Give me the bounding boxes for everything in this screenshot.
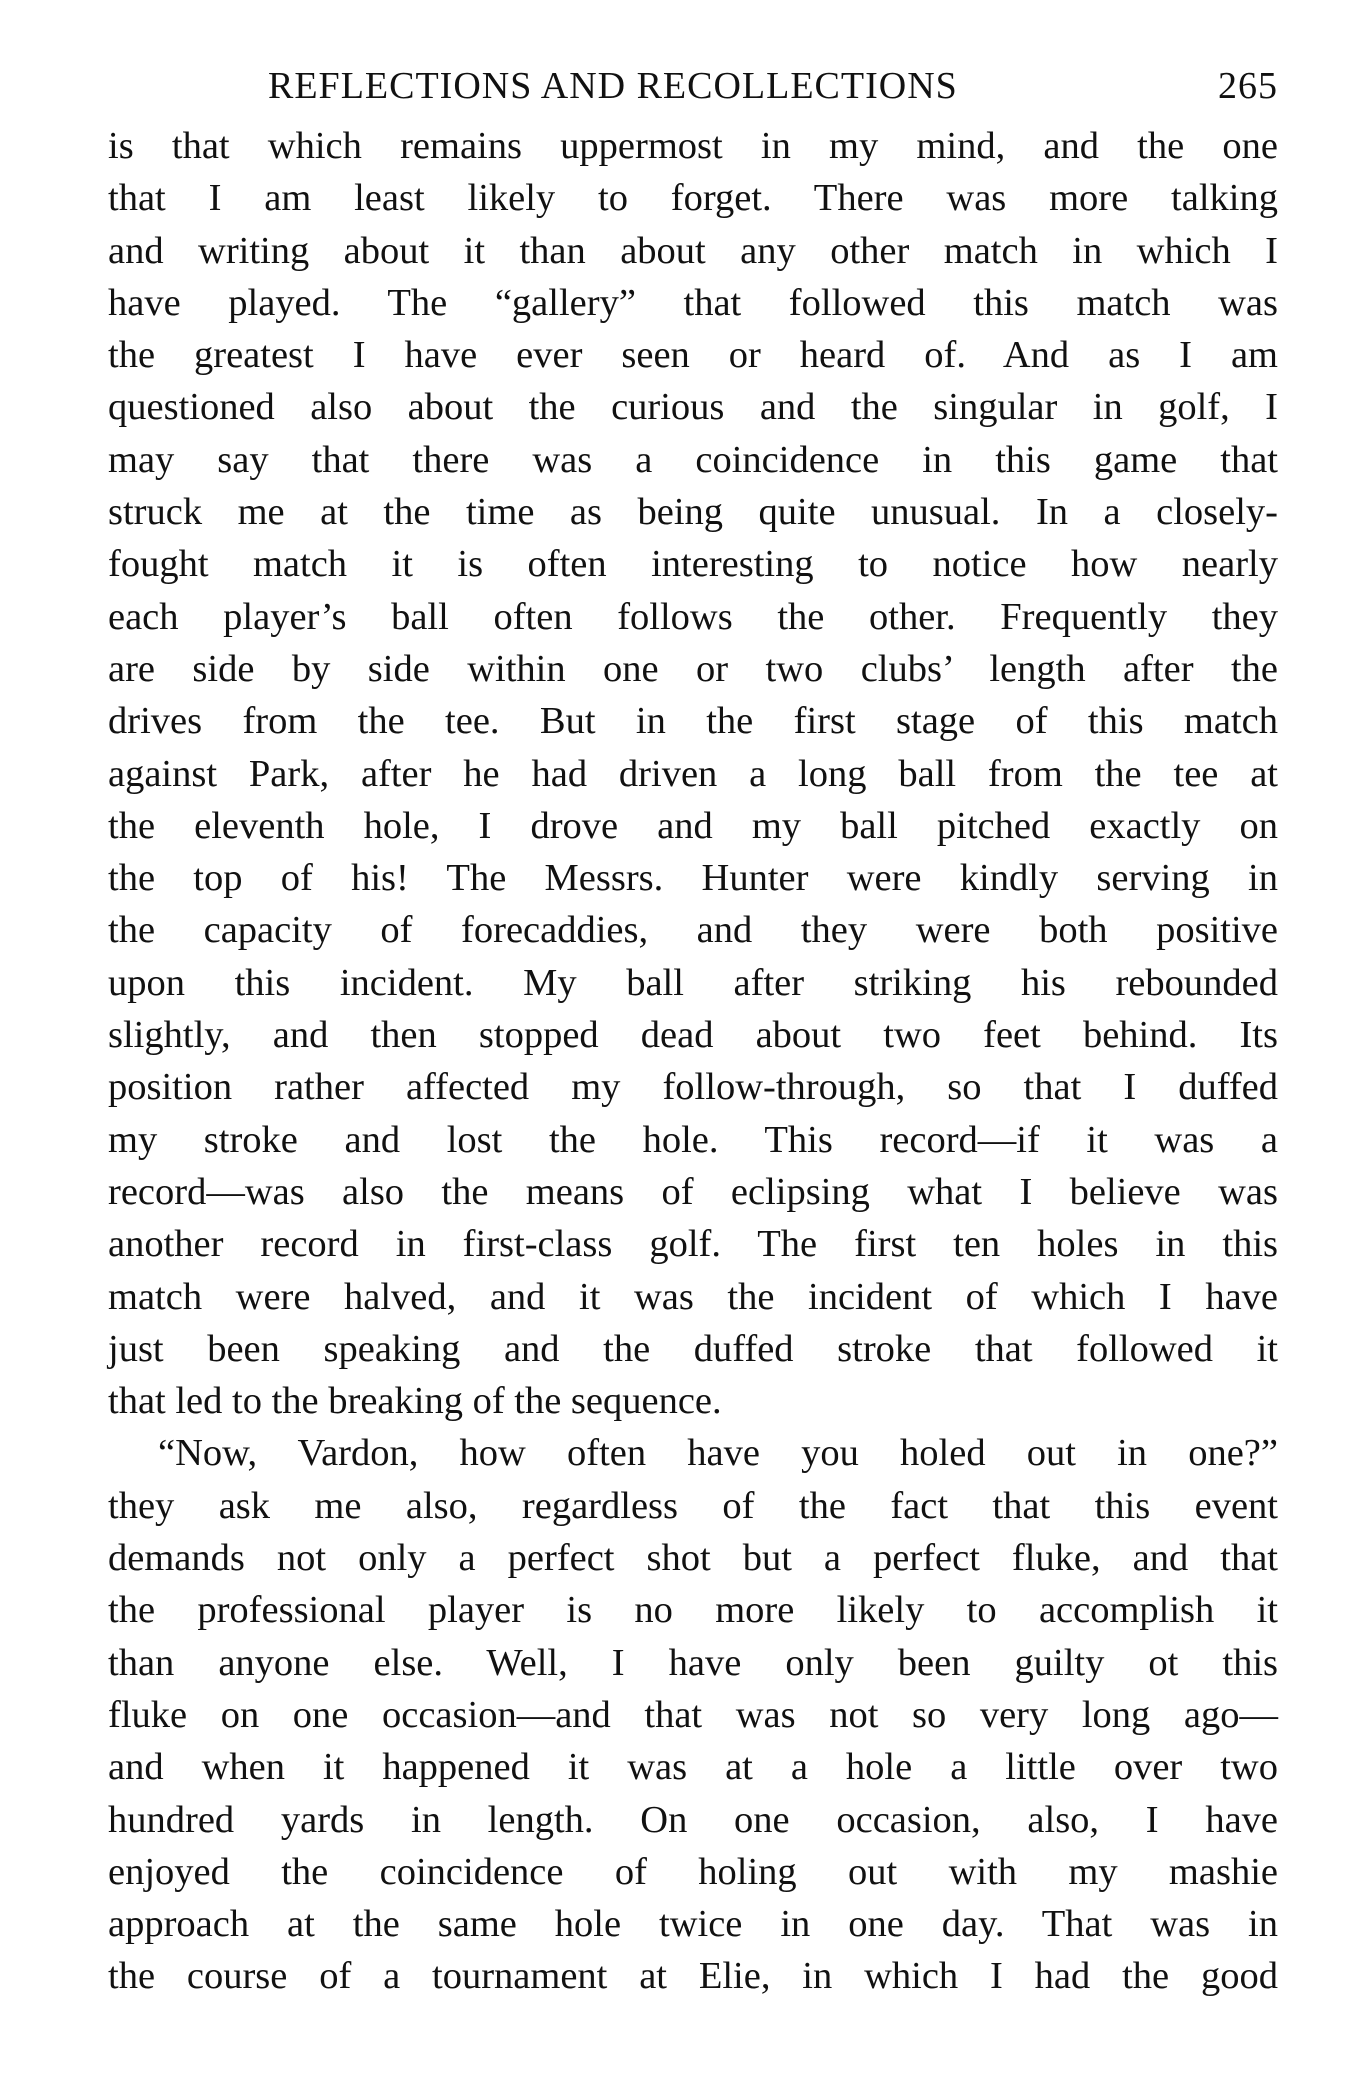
text-line: and writing about it than about any other match in which I: [108, 229, 1278, 272]
text-line: and when it happened it was at a hole a little over two: [108, 1746, 1278, 1789]
text-line: the professional player is no more likely to accomplish it: [108, 1589, 1278, 1632]
text-line: slightly, and then stopped dead about two feet behind. Its: [108, 1014, 1278, 1057]
text-line: that led to the breaking of the sequence.: [108, 1380, 722, 1423]
text-line: the greatest I have ever seen or heard of. And as I am: [108, 334, 1278, 377]
running-title: REFLECTIONS AND RECOLLECTIONS: [268, 65, 958, 107]
text-line: struck me at the time as being quite unusual. In a closely-: [108, 491, 1278, 534]
text-line: approach at the same hole twice in one day. That was in: [108, 1903, 1278, 1946]
text-line: have played. The “gallery” that followed this match was: [108, 281, 1278, 324]
text-line: the eleventh hole, I drove and my ball pitched exactly on: [108, 804, 1278, 847]
text-line: against Park, after he had driven a long ball from the tee at: [108, 752, 1278, 795]
paragraph: [108, 1427, 1278, 2002]
text-line: the course of a tournament at Elie, in which I had the good: [108, 1955, 1278, 1998]
book-page: [108, 60, 1278, 2003]
page-number: 265: [1218, 65, 1278, 107]
text-line: are side by side within one or two clubs’ length after the: [108, 647, 1278, 690]
text-line: position rather affected my follow-through, so that I duffed: [108, 1066, 1278, 1109]
text-line: demands not only a perfect shot but a perfect fluke, and that: [108, 1537, 1278, 1580]
text-line: “Now, Vardon, how often have you holed out in one?”: [158, 1432, 1278, 1475]
text-line: upon this incident. My ball after striking his rebounded: [108, 961, 1278, 1004]
running-head: [108, 60, 1278, 120]
text-line: hundred yards in length. On one occasion, also, I have: [108, 1798, 1278, 1841]
text-line: enjoyed the coincidence of holing out with my mashie: [108, 1850, 1278, 1893]
text-line: that I am least likely to forget. There was more talking: [108, 177, 1278, 220]
body-text: [108, 120, 1278, 2003]
text-line: they ask me also, regardless of the fact that this event: [108, 1484, 1278, 1527]
text-line: may say that there was a coincidence in this game that: [108, 438, 1278, 481]
text-line: another record in first-class golf. The first ten holes in this: [108, 1223, 1278, 1266]
text-line: match were halved, and it was the incident of which I have: [108, 1275, 1278, 1318]
text-line: my stroke and lost the hole. This record—if it was a: [108, 1118, 1278, 1161]
text-line: record—was also the means of eclipsing what I believe was: [108, 1170, 1278, 1213]
text-line: is that which remains uppermost in my mind, and the one: [108, 125, 1278, 167]
text-line: the capacity of forecaddies, and they were both positive: [108, 909, 1278, 952]
text-line: fluke on one occasion—and that was not so very long ago—: [108, 1693, 1278, 1736]
text-line: questioned also about the curious and the singular in golf, I: [108, 386, 1278, 429]
text-line: than anyone else. Well, I have only been guilty ot this: [108, 1641, 1278, 1684]
text-line: the top of his! The Messrs. Hunter were kindly serving in: [108, 857, 1278, 900]
text-line: drives from the tee. But in the first stage of this match: [108, 700, 1278, 743]
text-line: fought match it is often interesting to notice how nearly: [108, 543, 1278, 586]
paragraph: [108, 120, 1278, 1427]
text-line: each player’s ball often follows the other. Frequently they: [108, 595, 1278, 638]
text-line: just been speaking and the duffed stroke that followed it: [108, 1327, 1278, 1370]
